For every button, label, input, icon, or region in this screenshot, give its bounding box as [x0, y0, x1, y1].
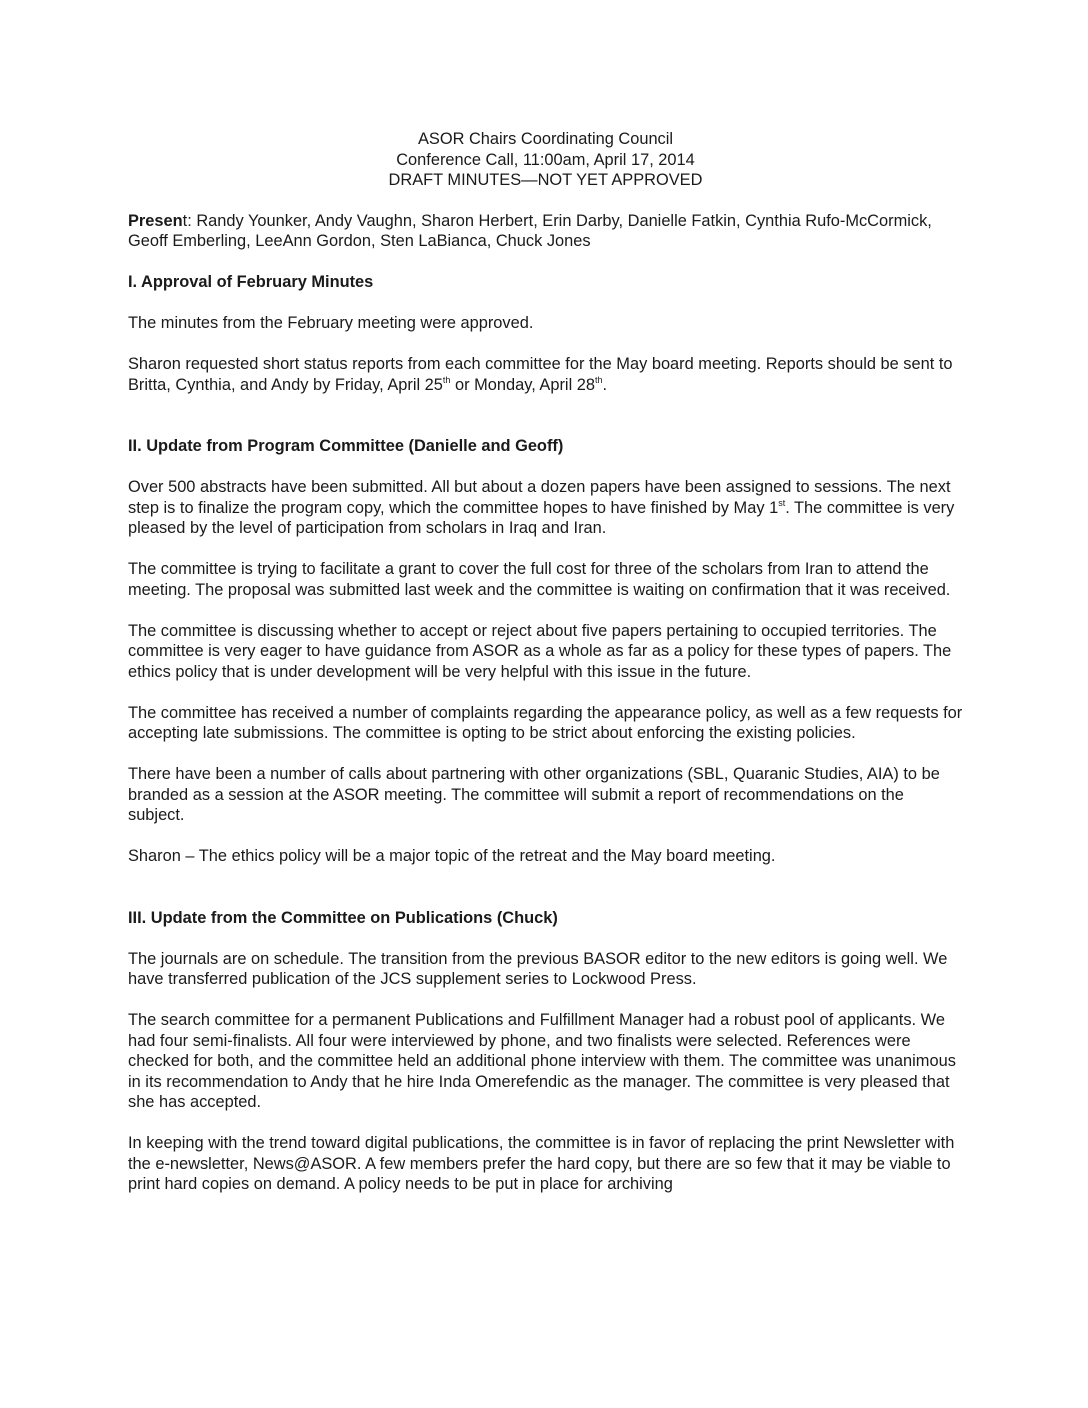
section-1-paragraph-2 [128, 354, 963, 395]
section-2-paragraph-4: The committee has received a number of complaints regarding the appearance policy, as well as a few requests for accepting late submissions. The committee is opting to be strict about enforcing the existing policies. [128, 703, 963, 742]
section-1-p2-text-a: Sharon requested short status reports from each committee for the May board meeting. Reports should be sent to Britta, Cynthia, and Andy by Friday, April 25 [128, 355, 953, 394]
section-2-p1-text-b: . The committee is very pleased by the level of participation from scholars in Iraq and Iran. [128, 498, 955, 537]
present-label-rest: t: [182, 211, 192, 230]
section-1-p2-text-b: or Monday, April 28 [450, 375, 595, 394]
section-2-paragraph-3: The committee is discussing whether to accept or reject about five papers pertaining to occupied territories. The committee is very eager to have guidance from ASOR as a whole as far as a policy for these types of papers. The ethics policy that is under development will be very helpful with this issue in the future. [128, 621, 952, 681]
section-3-heading: III. Update from the Committee on Publications (Chuck) [128, 908, 558, 927]
attendee-names: Randy Younker, Andy Vaughn, Sharon Herbert, Erin Darby, Danielle Fatkin, Cynthia Rufo-McCormick, Geoff Emberling, LeeAnn Gordon, Sten LaBianca, Chuck Jones [128, 211, 932, 250]
section-2-paragraph-6: Sharon – The ethics policy will be a major topic of the retreat and the May board meeting. [128, 847, 776, 865]
section-1-p2-text-c: . [602, 375, 608, 394]
section-2-paragraph-2: The committee is trying to facilitate a grant to cover the full cost for three of the scholars from Iran to attend the meeting. The proposal was submitted last week and the committee is waiting on confirmation that it was received. [128, 560, 951, 599]
document-page [128, 129, 963, 1215]
section-3-paragraph-3: In keeping with the trend toward digital publications, the committee is in favor of replacing the print Newsletter with the e-newsletter, News@ASOR. A few members prefer the hard copy, but there are so few that it may be viable to print hard copies on demand. A policy needs to be put in place for archiving [128, 1134, 955, 1193]
council-title: ASOR Chairs Coordinating Council [417, 130, 674, 148]
section-2-paragraph-5: There have been a number of calls about partnering with other organizations (SBL, Quaranic Studies, AIA) to be branded as a session at the ASOR meeting. The committee will submit a report of recommendations on the subject. [128, 765, 940, 824]
section-2-paragraph-1 [128, 477, 963, 539]
section-1-paragraph-1: The minutes from the February meeting were approved. [128, 314, 534, 332]
ordinal-suffix: st [778, 497, 786, 508]
call-details: Conference Call, 11:00am, April 17, 2014 [396, 150, 695, 169]
section-3-paragraph-1: The journals are on schedule. The transition from the previous BASOR editor to the new editors is going well. We have transferred publication of the JCS supplement series to Lockwood Press. [128, 949, 948, 988]
section-3-paragraph-2: The search committee for a permanent Publications and Fulfillment Manager had a robust pool of applicants. We had four semi-finalists. All four were interviewed by phone, and two finalists were selected. References were checked for both, and the committee held an additional phone interview with them. The committee was unanimous in its recommendation to Andy that he hire Inda Omerefendic as the manager. The committee is very pleased that she has accepted. [128, 1011, 956, 1111]
section-2-heading: II. Update from Program Committee (Danielle and Geoff) [128, 437, 564, 455]
ordinal-suffix: th [442, 374, 451, 385]
document-header [128, 129, 963, 191]
attendees-paragraph [128, 211, 963, 252]
present-label-bold: Presen [128, 211, 183, 230]
ordinal-suffix: th [595, 374, 603, 385]
draft-notice: DRAFT MINUTES—NOT YET APPROVED [388, 171, 703, 189]
section-1-heading: I. Approval of February Minutes [128, 273, 374, 291]
section-2-p1-text-a: Over 500 abstracts have been submitted. All but about a dozen papers have been assigned to sessions. The next step is to finalize the program copy, which the committee hopes to have finished by May 1 [128, 478, 951, 517]
